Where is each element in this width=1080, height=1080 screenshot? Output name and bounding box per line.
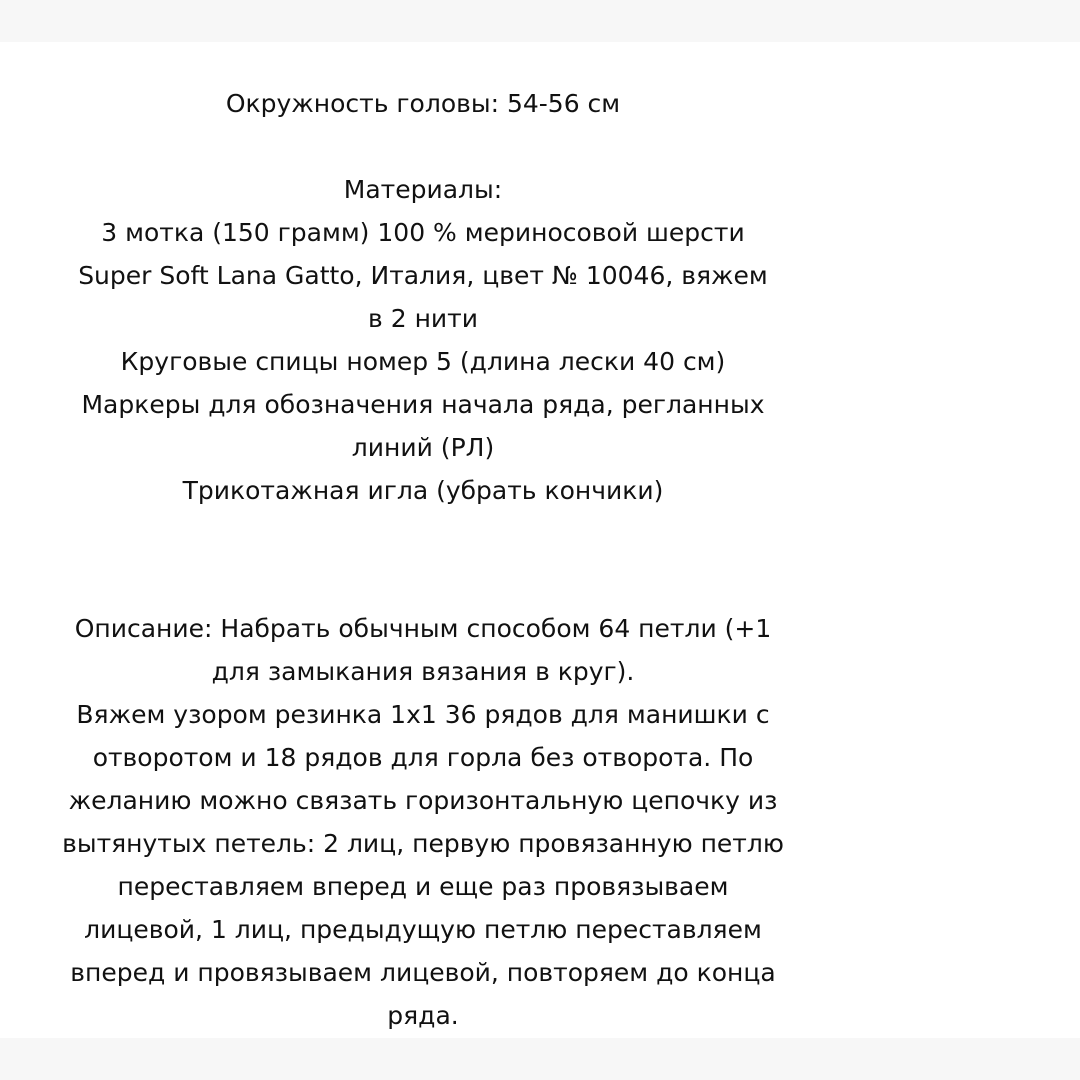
description-line: лицевой, 1 лиц, предыдущую петлю переставляем (84, 915, 762, 944)
materials-line: Super Soft Lana Gatto, Италия, цвет № 10046, вяжем (78, 261, 768, 290)
description-line: вперед и провязываем лицевой, повторяем до конца (70, 958, 776, 987)
materials-line: 3 мотка (150 грамм) 100 % мериносовой шерсти (101, 218, 745, 247)
head-size-line: Окружность головы: 54-56 см (225, 89, 621, 118)
description-line: отворотом и 18 рядов для горла без отворота. По (92, 743, 754, 772)
description-line: для замыкания вязания в круг). (211, 657, 635, 686)
head-size-section (20, 82, 826, 125)
materials-line: линий (РЛ) (351, 433, 495, 462)
description-section (20, 607, 826, 1037)
materials-line: Маркеры для обозначения начала ряда, регланных (81, 390, 765, 419)
description-line: ряда. (387, 1001, 459, 1030)
description-line: переставляем вперед и еще раз провязываем (117, 872, 729, 901)
description-line: вытянутых петель: 2 лиц, первую провязанную петлю (62, 829, 784, 858)
materials-line: Трикотажная игла (убрать кончики) (182, 476, 664, 505)
document-page (0, 42, 1080, 1038)
materials-heading: Материалы: (343, 175, 503, 204)
materials-line: Круговые спицы номер 5 (длина лески 40 см) (120, 347, 726, 376)
materials-section (20, 168, 826, 512)
description-line: Вяжем узором резинка 1х1 36 рядов для манишки с (76, 700, 770, 729)
description-line: желанию можно связать горизонтальную цепочку из (68, 786, 778, 815)
materials-line: в 2 нити (368, 304, 478, 333)
description-line: Описание: Набрать обычным способом 64 петли (+1 (74, 614, 772, 643)
